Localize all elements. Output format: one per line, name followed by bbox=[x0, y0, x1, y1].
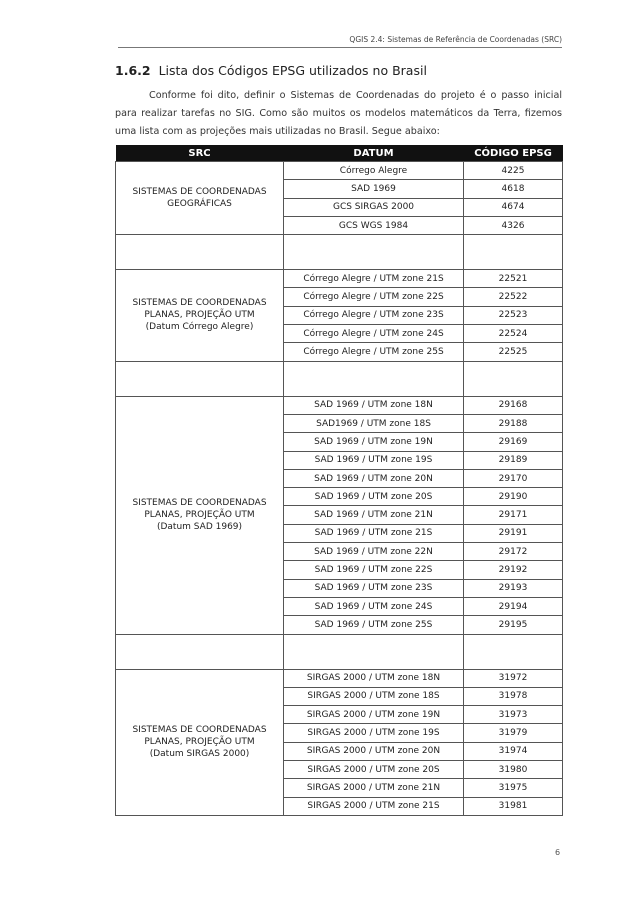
epsg-code-cell: 4225 bbox=[464, 162, 563, 180]
datum-cell: Córrego Alegre bbox=[284, 162, 464, 180]
src-group-cell: SISTEMAS DE COORDENADAS PLANAS, PROJEÇÃO UTM (Datum Córrego Alegre) bbox=[116, 270, 284, 361]
epsg-code-cell: 29170 bbox=[464, 469, 563, 487]
epsg-code-cell: 31979 bbox=[464, 724, 563, 742]
section-number: 1.6.2 bbox=[115, 63, 151, 78]
running-header: QGIS 2.4: Sistemas de Referência de Coordenadas (SRC) bbox=[118, 35, 562, 48]
empty-cell bbox=[116, 634, 284, 669]
table-header-row bbox=[116, 145, 563, 162]
epsg-code-cell: 31974 bbox=[464, 742, 563, 760]
datum-cell: Córrego Alegre / UTM zone 21S bbox=[284, 270, 464, 288]
header-datum: DATUM bbox=[284, 145, 464, 162]
epsg-code-cell: 31975 bbox=[464, 779, 563, 797]
datum-cell: GCS SIRGAS 2000 bbox=[284, 198, 464, 216]
empty-cell bbox=[284, 361, 464, 396]
header-epsg: CÓDIGO EPSG bbox=[464, 145, 563, 162]
datum-cell: SAD 1969 / UTM zone 22S bbox=[284, 561, 464, 579]
epsg-code-cell: 31980 bbox=[464, 761, 563, 779]
datum-cell: SAD1969 / UTM zone 18S bbox=[284, 414, 464, 432]
datum-cell: SAD 1969 bbox=[284, 180, 464, 198]
datum-cell: SAD 1969 / UTM zone 18N bbox=[284, 396, 464, 414]
section-heading bbox=[115, 63, 427, 78]
section-title: Lista dos Códigos EPSG utilizados no Brasil bbox=[158, 63, 427, 78]
spacer-row bbox=[116, 634, 563, 669]
datum-cell: SAD 1969 / UTM zone 25S bbox=[284, 616, 464, 634]
table-row bbox=[116, 270, 563, 288]
epsg-code-cell: 31978 bbox=[464, 687, 563, 705]
datum-cell: Córrego Alegre / UTM zone 25S bbox=[284, 343, 464, 361]
intro-text: Conforme foi dito, definir o Sistemas de Coordenadas do projeto é o passo inicial para realizar tarefas no SIG. Como são muitos os modelos matemáticos da Terra, fizemos uma lista com as projeções mais utilizadas no Brasil. Segue abaixo: bbox=[115, 90, 562, 138]
datum-cell: SIRGAS 2000 / UTM zone 19N bbox=[284, 706, 464, 724]
empty-cell bbox=[464, 235, 563, 270]
header-src: SRC bbox=[116, 145, 284, 162]
epsg-code-cell: 29194 bbox=[464, 597, 563, 615]
datum-cell: SAD 1969 / UTM zone 19N bbox=[284, 433, 464, 451]
datum-cell: SIRGAS 2000 / UTM zone 18N bbox=[284, 669, 464, 687]
page-number: 6 bbox=[555, 848, 561, 857]
datum-cell: SIRGAS 2000 / UTM zone 21S bbox=[284, 797, 464, 815]
src-group-cell: SISTEMAS DE COORDENADAS PLANAS, PROJEÇÃO UTM (Datum SAD 1969) bbox=[116, 396, 284, 634]
epsg-code-cell: 29195 bbox=[464, 616, 563, 634]
datum-cell: Córrego Alegre / UTM zone 24S bbox=[284, 325, 464, 343]
datum-cell: SAD 1969 / UTM zone 22N bbox=[284, 543, 464, 561]
epsg-code-cell: 29191 bbox=[464, 524, 563, 542]
epsg-code-cell: 22524 bbox=[464, 325, 563, 343]
epsg-code-cell: 29169 bbox=[464, 433, 563, 451]
epsg-code-cell: 29171 bbox=[464, 506, 563, 524]
epsg-code-cell: 29193 bbox=[464, 579, 563, 597]
datum-cell: SAD 1969 / UTM zone 20S bbox=[284, 488, 464, 506]
datum-cell: SAD 1969 / UTM zone 23S bbox=[284, 579, 464, 597]
empty-cell bbox=[464, 361, 563, 396]
datum-cell: SAD 1969 / UTM zone 21S bbox=[284, 524, 464, 542]
datum-cell: SAD 1969 / UTM zone 20N bbox=[284, 469, 464, 487]
epsg-code-cell: 31981 bbox=[464, 797, 563, 815]
datum-cell: SIRGAS 2000 / UTM zone 18S bbox=[284, 687, 464, 705]
src-group-cell: SISTEMAS DE COORDENADAS GEOGRÁFICAS bbox=[116, 162, 284, 235]
empty-cell bbox=[116, 361, 284, 396]
epsg-code-cell: 31972 bbox=[464, 669, 563, 687]
table-row bbox=[116, 669, 563, 687]
datum-cell: Córrego Alegre / UTM zone 23S bbox=[284, 306, 464, 324]
table-row bbox=[116, 396, 563, 414]
epsg-code-cell: 4618 bbox=[464, 180, 563, 198]
datum-cell: Córrego Alegre / UTM zone 22S bbox=[284, 288, 464, 306]
src-group-cell: SISTEMAS DE COORDENADAS PLANAS, PROJEÇÃO UTM (Datum SIRGAS 2000) bbox=[116, 669, 284, 815]
epsg-code-cell: 22522 bbox=[464, 288, 563, 306]
epsg-code-cell: 29190 bbox=[464, 488, 563, 506]
epsg-code-cell: 29168 bbox=[464, 396, 563, 414]
empty-cell bbox=[284, 634, 464, 669]
datum-cell: SIRGAS 2000 / UTM zone 21N bbox=[284, 779, 464, 797]
epsg-code-cell: 31973 bbox=[464, 706, 563, 724]
empty-cell bbox=[464, 634, 563, 669]
epsg-code-cell: 4674 bbox=[464, 198, 563, 216]
datum-cell: SIRGAS 2000 / UTM zone 20S bbox=[284, 761, 464, 779]
epsg-code-cell: 22525 bbox=[464, 343, 563, 361]
intro-paragraph bbox=[115, 87, 562, 142]
epsg-code-cell: 22523 bbox=[464, 306, 563, 324]
table-body bbox=[116, 162, 563, 816]
table-row bbox=[116, 162, 563, 180]
empty-cell bbox=[116, 235, 284, 270]
datum-cell: SIRGAS 2000 / UTM zone 20N bbox=[284, 742, 464, 760]
epsg-table bbox=[115, 145, 563, 816]
epsg-code-cell: 29172 bbox=[464, 543, 563, 561]
empty-cell bbox=[284, 235, 464, 270]
datum-cell: GCS WGS 1984 bbox=[284, 216, 464, 234]
epsg-code-cell: 29188 bbox=[464, 414, 563, 432]
epsg-code-cell: 22521 bbox=[464, 270, 563, 288]
datum-cell: SAD 1969 / UTM zone 19S bbox=[284, 451, 464, 469]
epsg-code-cell: 29189 bbox=[464, 451, 563, 469]
datum-cell: SAD 1969 / UTM zone 21N bbox=[284, 506, 464, 524]
spacer-row bbox=[116, 361, 563, 396]
datum-cell: SAD 1969 / UTM zone 24S bbox=[284, 597, 464, 615]
epsg-code-cell: 29192 bbox=[464, 561, 563, 579]
datum-cell: SIRGAS 2000 / UTM zone 19S bbox=[284, 724, 464, 742]
spacer-row bbox=[116, 235, 563, 270]
epsg-code-cell: 4326 bbox=[464, 216, 563, 234]
